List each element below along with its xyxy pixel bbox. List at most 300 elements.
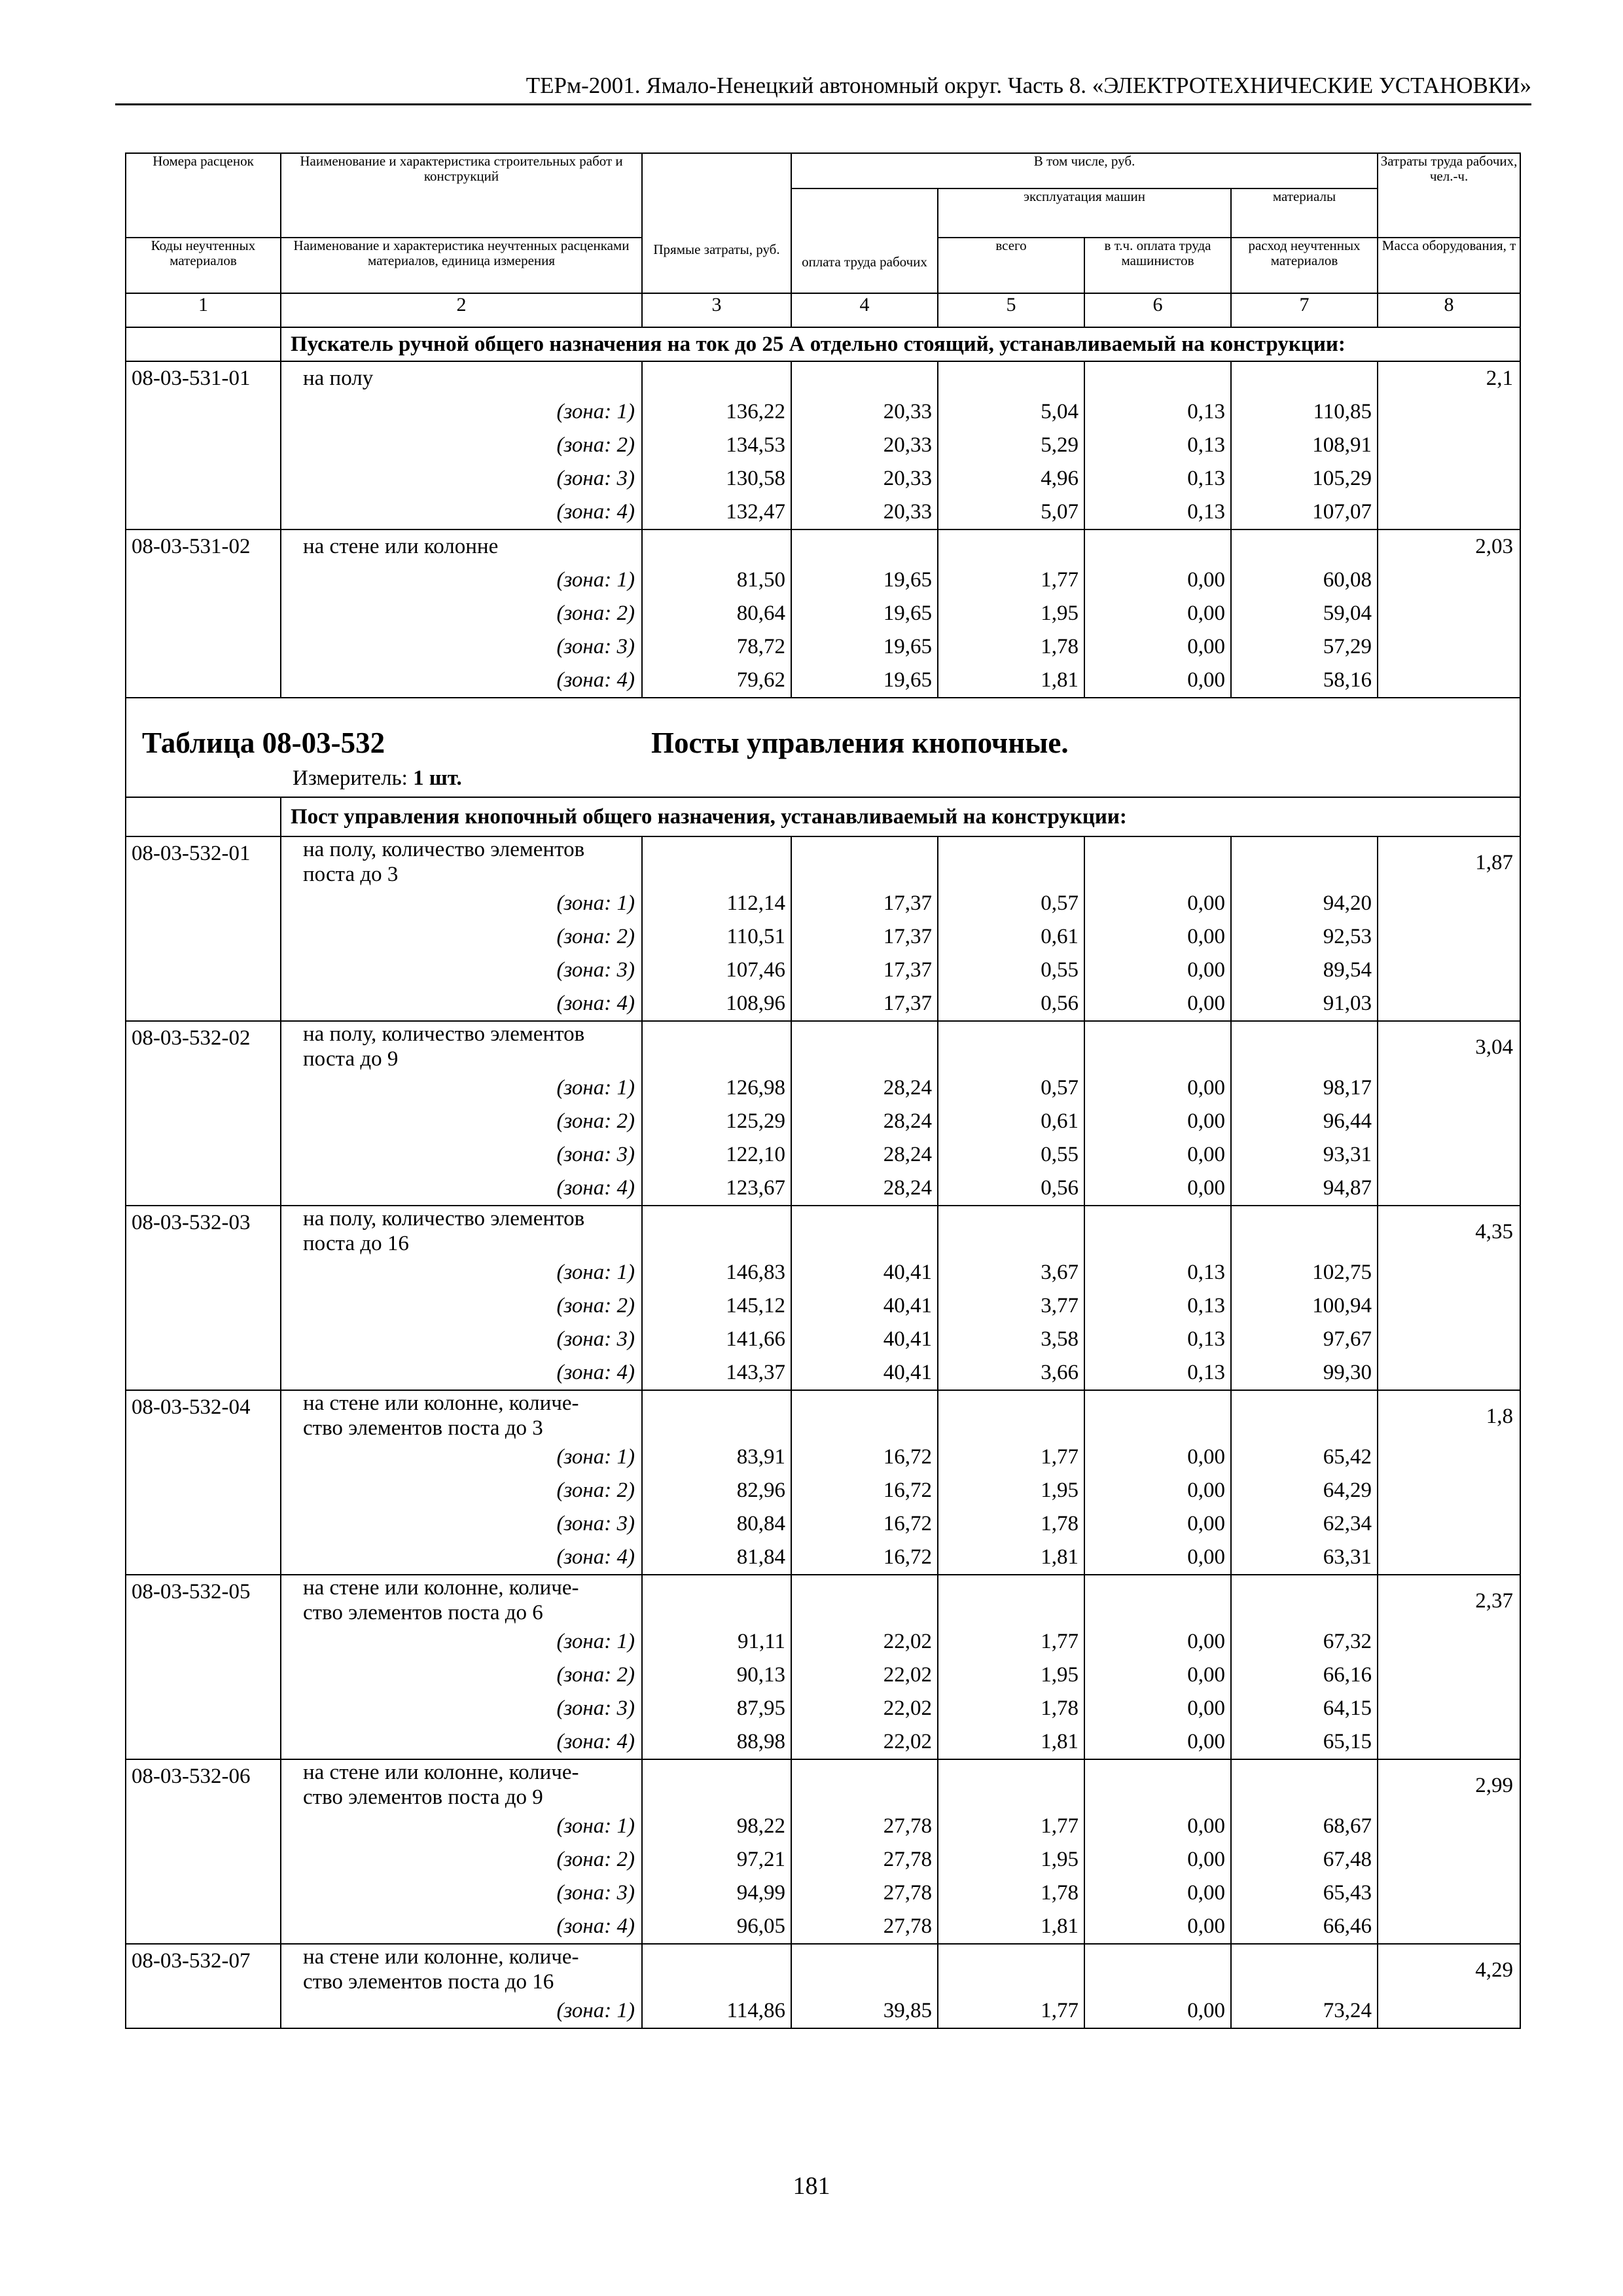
- worker-wage: 40,41: [883, 1327, 932, 1351]
- machines-total: 5,29: [1041, 433, 1079, 457]
- materials-header: материалы: [1231, 188, 1378, 238]
- labor-cost-column: [1378, 1206, 1520, 1390]
- labor-cost: 1,87: [1475, 851, 1514, 874]
- rate-code: 08-03-532-07: [126, 1944, 281, 2028]
- spacer: [1232, 1575, 1377, 1625]
- direct-cost: 130,58: [726, 467, 785, 490]
- materials-cost-column: [1231, 1575, 1378, 1759]
- table-row: [126, 1944, 1520, 2028]
- worker-wage: 27,78: [883, 1914, 932, 1938]
- spacer: [1085, 837, 1230, 887]
- table-number: Таблица 08-03-532: [142, 726, 385, 759]
- materials-cost: 67,48: [1323, 1848, 1372, 1871]
- materials-cost: 63,31: [1323, 1545, 1372, 1569]
- machines-total: 0,56: [1041, 992, 1079, 1015]
- zone-label: (зона: 3): [556, 467, 635, 490]
- direct-cost: 79,62: [736, 668, 785, 692]
- group-code-cell: [126, 797, 281, 836]
- labor-cost: 4,35: [1475, 1220, 1514, 1244]
- materials-cost-column: [1231, 1390, 1378, 1575]
- group-code-cell: [126, 327, 281, 361]
- table-row: [126, 1390, 1520, 1575]
- spacer: [643, 530, 791, 564]
- direct-cost: 108,96: [726, 992, 785, 1015]
- materials-cost: 100,94: [1312, 1294, 1372, 1318]
- table-row: [126, 1575, 1520, 1759]
- machinist-wage: 0,00: [1187, 601, 1225, 625]
- machinist-wage: 0,00: [1187, 668, 1225, 692]
- spacer: [643, 1391, 791, 1441]
- work-description: [281, 1759, 642, 1944]
- machinist-wage: 0,00: [1187, 1814, 1225, 1838]
- measurer-value: 1 шт.: [413, 766, 462, 790]
- table-row: [126, 1021, 1520, 1206]
- zone-label: (зона: 4): [556, 1545, 635, 1569]
- spacer: [792, 1391, 937, 1441]
- materials-cost: 93,31: [1323, 1143, 1372, 1166]
- machinist-wage: 0,13: [1187, 467, 1225, 490]
- machinist-wage: 0,00: [1187, 1914, 1225, 1938]
- col2-top-header: Наименование и характеристика строительных работ и конструкций: [281, 153, 642, 238]
- machinist-wage: 0,13: [1187, 1361, 1225, 1384]
- rate-code: 08-03-532-01: [126, 836, 281, 1021]
- direct-cost: 134,53: [726, 433, 785, 457]
- zone-label: (зона: 1): [556, 1076, 635, 1100]
- spacer: [792, 1206, 937, 1256]
- zone-label: (зона: 2): [556, 1294, 635, 1318]
- work-name: на полу: [303, 367, 374, 390]
- machines-total: 1,81: [1041, 1730, 1079, 1753]
- materials-cost-column: [1231, 529, 1378, 698]
- machinist-wage: 0,00: [1187, 1109, 1225, 1133]
- machinist-wage-header: в т.ч. оплата труда машинистов: [1084, 238, 1231, 293]
- work-name-line: поста до 9: [303, 1047, 399, 1071]
- table-row: [126, 1206, 1520, 1390]
- machinist-wage: 0,00: [1187, 1176, 1225, 1200]
- machinist-wage: 0,00: [1187, 1663, 1225, 1687]
- spacer: [1085, 1391, 1230, 1441]
- materials-cost: 68,67: [1323, 1814, 1372, 1838]
- table-row: [126, 836, 1520, 1021]
- table-title: Посты управления кнопочные.: [651, 726, 1069, 759]
- materials-cost: 65,42: [1323, 1445, 1372, 1469]
- zone-label: (зона: 1): [556, 568, 635, 592]
- work-description: [281, 1390, 642, 1575]
- spacer: [792, 1575, 937, 1625]
- table-row: [126, 361, 1520, 529]
- spacer: [1232, 1206, 1377, 1256]
- rate-code: 08-03-531-02: [126, 529, 281, 698]
- zone-label: (зона: 2): [556, 1479, 635, 1502]
- worker-wage: 17,37: [883, 992, 932, 1015]
- direct-cost: 82,96: [736, 1479, 785, 1502]
- spacer: [1085, 530, 1230, 564]
- zone-label: (зона: 2): [556, 433, 635, 457]
- machines-total-column: [938, 1206, 1084, 1390]
- worker-wage: 16,72: [883, 1445, 932, 1469]
- machines-total: 1,78: [1041, 635, 1079, 658]
- materials-cost-column: [1231, 1759, 1378, 1944]
- zone-label: (зона: 4): [556, 1361, 635, 1384]
- spacer: [792, 530, 937, 564]
- direct-cost-header: Прямые затраты, руб.: [642, 153, 791, 293]
- measurer: [293, 766, 462, 791]
- direct-cost: 80,64: [736, 601, 785, 625]
- worker-wage-column: [791, 1944, 938, 2028]
- materials-cost: 94,20: [1323, 891, 1372, 915]
- direct-cost: 94,99: [736, 1881, 785, 1905]
- worker-wage: 16,72: [883, 1479, 932, 1502]
- worker-wage-column: [791, 1390, 938, 1575]
- work-name-line: на стене или колонне, количе-: [303, 1391, 579, 1415]
- materials-cost: 105,29: [1312, 467, 1372, 490]
- zone-label: (зона: 1): [556, 1261, 635, 1284]
- col1-top-header: Номера расценок: [126, 153, 281, 238]
- machinist-wage-column: [1084, 1575, 1231, 1759]
- spacer: [1232, 362, 1377, 395]
- direct-cost: 110,51: [726, 925, 785, 948]
- materials-cost: 91,03: [1323, 992, 1372, 1015]
- machines-total: 1,77: [1041, 568, 1079, 592]
- col1-bottom-header: Коды неучтенных материалов: [126, 238, 281, 293]
- machinist-wage: 0,00: [1187, 1545, 1225, 1569]
- machinist-wage: 0,00: [1187, 1848, 1225, 1871]
- zone-label: (зона: 1): [556, 1630, 635, 1653]
- spacer: [938, 837, 1084, 887]
- machinist-wage: 0,00: [1187, 1999, 1225, 2022]
- spacer: [938, 362, 1084, 395]
- rate-code: 08-03-532-04: [126, 1390, 281, 1575]
- table-row: [126, 1759, 1520, 1944]
- labor-cost-column: [1378, 1021, 1520, 1206]
- labor-cost: 2,37: [1475, 1589, 1514, 1613]
- work-name-line: на стене или колонне, количе-: [303, 1945, 579, 1969]
- spacer: [792, 837, 937, 887]
- group-title: Пускатель ручной общего назначения на ток до 25 А отдельно стоящий, устанавливаемый на конструкции:: [281, 327, 1520, 361]
- machines-total: 1,81: [1041, 1545, 1079, 1569]
- direct-cost-column: [642, 1021, 791, 1206]
- group-title: Пост управления кнопочный общего назначения, устанавливаемый на конструкции:: [281, 797, 1520, 836]
- direct-cost: 96,05: [736, 1914, 785, 1938]
- labor-cost: 2,03: [1475, 535, 1514, 558]
- zone-label: (зона: 4): [556, 668, 635, 692]
- worker-wage-column: [791, 1759, 938, 1944]
- mass-header: Масса оборудования, т: [1378, 238, 1520, 293]
- column-number: 5: [938, 293, 1084, 327]
- materials-cost: 110,85: [1313, 400, 1372, 423]
- worker-wage: 20,33: [883, 433, 932, 457]
- spacer: [792, 1945, 937, 1994]
- materials-cost: 64,15: [1323, 1696, 1372, 1720]
- materials-cost: 67,32: [1323, 1630, 1372, 1653]
- worker-wage: 16,72: [883, 1545, 932, 1569]
- machinist-wage: 0,00: [1187, 992, 1225, 1015]
- work-name-line: ство элементов поста до 16: [303, 1970, 554, 1994]
- materials-cost: 89,54: [1323, 958, 1372, 982]
- zone-label: (зона: 2): [556, 1848, 635, 1871]
- direct-cost-column: [642, 1759, 791, 1944]
- worker-wage: 39,85: [883, 1999, 932, 2022]
- spacer: [938, 1022, 1084, 1071]
- machinist-wage: 0,13: [1187, 1294, 1225, 1318]
- worker-wage: 40,41: [883, 1361, 932, 1384]
- work-name-line: на стене или колонне, количе-: [303, 1761, 579, 1784]
- labor-cost: 1,8: [1486, 1405, 1514, 1428]
- work-name-line: на полу, количество элементов: [303, 838, 585, 861]
- work-name-line: ство элементов поста до 9: [303, 1785, 543, 1809]
- worker-wage: 16,72: [883, 1512, 932, 1535]
- wage-header: оплата труда рабочих: [791, 188, 938, 293]
- machines-total: 1,81: [1041, 668, 1079, 692]
- machines-total-column: [938, 529, 1084, 698]
- machines-total: 0,61: [1041, 1109, 1079, 1133]
- direct-cost: 88,98: [736, 1730, 785, 1753]
- header-rule: [115, 103, 1531, 105]
- spacer: [1085, 1206, 1230, 1256]
- materials-cost: 107,07: [1312, 500, 1372, 524]
- machines-total: 5,04: [1041, 400, 1079, 423]
- machinist-wage-column: [1084, 1759, 1231, 1944]
- zone-label: (зона: 4): [556, 500, 635, 524]
- machines-total: 1,78: [1041, 1696, 1079, 1720]
- spacer: [643, 1760, 791, 1810]
- rate-code: 08-03-532-05: [126, 1575, 281, 1759]
- machines-total: 3,66: [1041, 1361, 1079, 1384]
- worker-wage: 19,65: [883, 668, 932, 692]
- materials-cost: 102,75: [1312, 1261, 1372, 1284]
- worker-wage: 22,02: [883, 1696, 932, 1720]
- labor-cost-column: [1378, 361, 1520, 529]
- zone-label: (зона: 2): [556, 925, 635, 948]
- spacer: [1085, 1760, 1230, 1810]
- running-title: ТЕРм-2001. Ямало-Ненецкий автономный округ. Часть 8. «ЭЛЕКТРОТЕХНИЧЕСКИЕ УСТАНОВКИ»: [526, 73, 1531, 98]
- in-that-number-header: В том числе, руб.: [791, 153, 1378, 188]
- direct-cost: 122,10: [726, 1143, 785, 1166]
- materials-cost-column: [1231, 361, 1378, 529]
- work-name-line: на стене или колонне, количе-: [303, 1576, 579, 1600]
- work-description: [281, 529, 642, 698]
- machines-total-header: всего: [938, 238, 1084, 293]
- machinist-wage: 0,13: [1187, 433, 1225, 457]
- zone-label: (зона: 3): [556, 1512, 635, 1535]
- labor-cost-column: [1378, 529, 1520, 698]
- spacer: [1232, 837, 1377, 887]
- machines-total: 1,95: [1041, 601, 1079, 625]
- materials-cost: 99,30: [1323, 1361, 1372, 1384]
- materials-cost: 66,46: [1323, 1914, 1372, 1938]
- machines-total: 3,58: [1041, 1327, 1079, 1351]
- column-number: 1: [126, 293, 281, 327]
- spacer: [938, 1206, 1084, 1256]
- machines-total: 1,77: [1041, 1999, 1079, 2022]
- machinist-wage: 0,00: [1187, 958, 1225, 982]
- materials-cost: 62,34: [1323, 1512, 1372, 1535]
- column-number: 8: [1378, 293, 1520, 327]
- column-number: 7: [1231, 293, 1378, 327]
- worker-wage: 20,33: [883, 500, 932, 524]
- machines-total-column: [938, 361, 1084, 529]
- zone-label: (зона: 1): [556, 400, 635, 423]
- machines-total: 4,96: [1041, 467, 1079, 490]
- work-name-line: на полу, количество элементов: [303, 1207, 585, 1230]
- direct-cost: 112,14: [726, 891, 785, 915]
- worker-wage: 22,02: [883, 1663, 932, 1687]
- machines-header: эксплуатация машин: [938, 188, 1231, 238]
- rate-code: 08-03-532-06: [126, 1759, 281, 1944]
- work-name: на стене или колонне: [303, 535, 499, 558]
- machines-total-column: [938, 1759, 1084, 1944]
- machinist-wage: 0,00: [1187, 635, 1225, 658]
- work-name-line: ство элементов поста до 6: [303, 1601, 543, 1624]
- labor-header: Затраты труда рабочих, чел.-ч.: [1378, 153, 1520, 238]
- spacer: [643, 1575, 791, 1625]
- zone-label: (зона: 1): [556, 1445, 635, 1469]
- spacer: [1085, 1022, 1230, 1071]
- direct-cost-column: [642, 361, 791, 529]
- spacer: [792, 1022, 937, 1071]
- direct-cost: 83,91: [736, 1445, 785, 1469]
- materials-cost: 92,53: [1323, 925, 1372, 948]
- unaccounted-materials-header: расход неучтенных материалов: [1231, 238, 1378, 293]
- zone-label: (зона: 3): [556, 1881, 635, 1905]
- machines-total: 5,07: [1041, 500, 1079, 524]
- zone-label: (зона: 3): [556, 1327, 635, 1351]
- machines-total: 1,95: [1041, 1663, 1079, 1687]
- spacer: [1232, 1945, 1377, 1994]
- work-description: [281, 1021, 642, 1206]
- worker-wage: 40,41: [883, 1261, 932, 1284]
- machinist-wage-column: [1084, 1021, 1231, 1206]
- spacer: [1232, 1391, 1377, 1441]
- work-description: [281, 1206, 642, 1390]
- zone-label: (зона: 2): [556, 1663, 635, 1687]
- direct-cost: 123,67: [726, 1176, 785, 1200]
- zone-label: (зона: 3): [556, 635, 635, 658]
- machines-total: 1,77: [1041, 1445, 1079, 1469]
- machines-total: 1,77: [1041, 1630, 1079, 1653]
- machinist-wage: 0,00: [1187, 891, 1225, 915]
- zone-label: (зона: 4): [556, 1176, 635, 1200]
- direct-cost: 114,86: [726, 1999, 785, 2022]
- work-description: [281, 1944, 642, 2028]
- machines-total: 0,55: [1041, 1143, 1079, 1166]
- worker-wage: 27,78: [883, 1848, 932, 1871]
- materials-cost: 58,16: [1323, 668, 1372, 692]
- worker-wage: 28,24: [883, 1076, 932, 1100]
- column-number: 2: [281, 293, 642, 327]
- materials-cost: 57,29: [1323, 635, 1372, 658]
- worker-wage: 40,41: [883, 1294, 932, 1318]
- machinist-wage: 0,00: [1187, 1881, 1225, 1905]
- spacer: [938, 1760, 1084, 1810]
- machines-total: 1,77: [1041, 1814, 1079, 1838]
- page-number: 181: [793, 2172, 830, 2200]
- worker-wage: 17,37: [883, 925, 932, 948]
- machines-total-column: [938, 1575, 1084, 1759]
- materials-cost: 97,67: [1323, 1327, 1372, 1351]
- worker-wage-column: [791, 836, 938, 1021]
- worker-wage: 20,33: [883, 400, 932, 423]
- machines-total: 0,55: [1041, 958, 1079, 982]
- direct-cost: 97,21: [736, 1848, 785, 1871]
- labor-cost: 2,99: [1475, 1774, 1514, 1797]
- materials-cost-column: [1231, 1021, 1378, 1206]
- machines-total-column: [938, 836, 1084, 1021]
- worker-wage: 17,37: [883, 958, 932, 982]
- work-name-line: поста до 3: [303, 863, 399, 886]
- machines-total: 1,78: [1041, 1881, 1079, 1905]
- materials-cost: 65,43: [1323, 1881, 1372, 1905]
- zone-label: (зона: 1): [556, 1814, 635, 1838]
- direct-cost-column: [642, 1575, 791, 1759]
- worker-wage: 28,24: [883, 1143, 932, 1166]
- direct-cost-column: [642, 836, 791, 1021]
- machines-total: 1,95: [1041, 1479, 1079, 1502]
- rate-code: 08-03-532-03: [126, 1206, 281, 1390]
- worker-wage: 22,02: [883, 1730, 932, 1753]
- spacer: [643, 1022, 791, 1071]
- worker-wage: 19,65: [883, 601, 932, 625]
- machinist-wage: 0,00: [1187, 1730, 1225, 1753]
- zone-label: (зона: 2): [556, 1109, 635, 1133]
- zone-label: (зона: 4): [556, 992, 635, 1015]
- worker-wage: 27,78: [883, 1881, 932, 1905]
- spacer: [1232, 1022, 1377, 1071]
- materials-cost: 60,08: [1323, 568, 1372, 592]
- direct-cost: 136,22: [726, 400, 785, 423]
- machinist-wage-column: [1084, 1390, 1231, 1575]
- worker-wage: 20,33: [883, 467, 932, 490]
- rate-code: 08-03-532-02: [126, 1021, 281, 1206]
- materials-cost: 96,44: [1323, 1109, 1372, 1133]
- worker-wage: 22,02: [883, 1630, 932, 1653]
- materials-cost: 98,17: [1323, 1076, 1372, 1100]
- zone-label: (зона: 1): [556, 1999, 635, 2022]
- direct-cost: 98,22: [736, 1814, 785, 1838]
- machines-total: 0,56: [1041, 1176, 1079, 1200]
- worker-wage-column: [791, 1575, 938, 1759]
- machinist-wage: 0,13: [1187, 1261, 1225, 1284]
- machinist-wage: 0,13: [1187, 500, 1225, 524]
- column-number: 3: [642, 293, 791, 327]
- machinist-wage: 0,00: [1187, 1696, 1225, 1720]
- work-name-line: ство элементов поста до 3: [303, 1416, 543, 1440]
- direct-cost: 90,13: [736, 1663, 785, 1687]
- labor-cost-column: [1378, 1944, 1520, 2028]
- direct-cost: 125,29: [726, 1109, 785, 1133]
- direct-cost-column: [642, 529, 791, 698]
- spacer: [792, 1760, 937, 1810]
- spacer: [1085, 1575, 1230, 1625]
- zone-label: (зона: 4): [556, 1730, 635, 1753]
- direct-cost-column: [642, 1390, 791, 1575]
- worker-wage-column: [791, 1206, 938, 1390]
- spacer: [1232, 530, 1377, 564]
- labor-cost-column: [1378, 1575, 1520, 1759]
- worker-wage: 19,65: [883, 635, 932, 658]
- work-name-line: на полу, количество элементов: [303, 1022, 585, 1046]
- machines-total: 3,67: [1041, 1261, 1079, 1284]
- direct-cost: 143,37: [726, 1361, 785, 1384]
- labor-cost: 3,04: [1475, 1035, 1514, 1059]
- worker-wage-column: [791, 529, 938, 698]
- column-number: 6: [1084, 293, 1231, 327]
- measurer-label: Измеритель:: [293, 766, 408, 790]
- worker-wage-column: [791, 361, 938, 529]
- direct-cost: 81,84: [736, 1545, 785, 1569]
- direct-cost: 78,72: [736, 635, 785, 658]
- machines-total-column: [938, 1021, 1084, 1206]
